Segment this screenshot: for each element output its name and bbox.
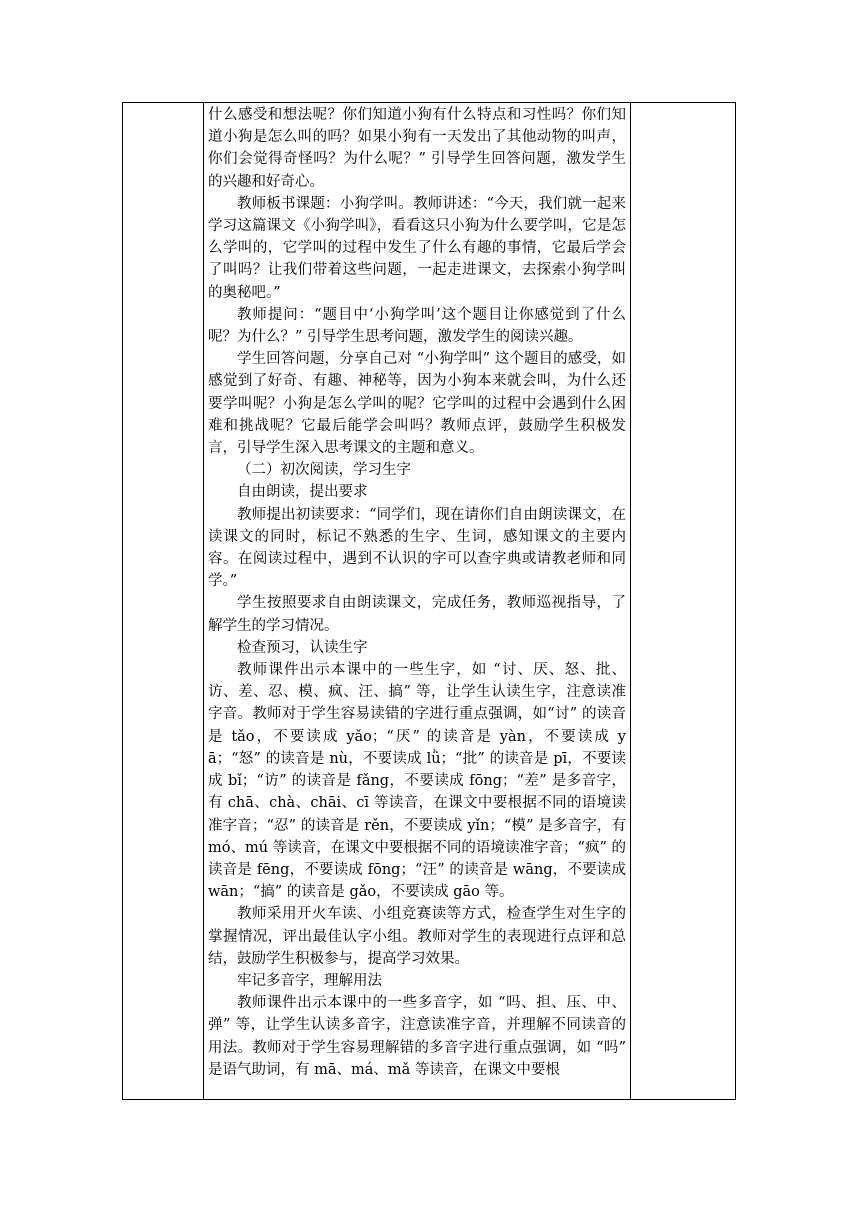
paragraph: 学生按照要求自由朗读课文，完成任务，教师巡视指导，了解学生的学习情况。 xyxy=(208,595,626,634)
paragraph: 教师课件出示本课中的一些生字，如 “讨、厌、怒、批、访、差、忍、模、疯、汪、搞” 等，让学生认读生字，注意读准字音。教师对于学生容易读错的字进行重点强调，如“讨” 的读音是 tǎo，不要读成 yǎo；“厌” 的读音是 yàn，不要读成 yā；“怒” 的读音是 nù，不要读成 lǜ；“批” 的读音是 pī，不要读成 bǐ；“访” 的读音是 fǎng，不要读成 fōng；“差” 是多音字，有 chā、chà、chāi、cī 等读音，在课文中要根据不同的语境读准字音；“忍” 的读音是 rěn，不要读成 yǐn；“模” 是多音字，有 mó、mú 等读音，在课文中要根据不同的语境读准字音；“疯” 的读音是 fēng，不要读成 fōng；“汪” 的读音是 wāng，不要读成 wān；“搞” 的读音是 gǎo，不要读成 gāo 等。 xyxy=(208,662,626,901)
sub-heading: 自由朗读，提出要求 xyxy=(237,484,368,501)
paragraph: 教师课件出示本课中的一些多音字，如 “吗、担、压、中、弹” 等，让学生认读多音字，注意读准字音，并理解不同读音的用法。教师对于学生容易理解错的多音字进行重点强调，如 “吗” 是语气助词，有 mā、má、mǎ 等读音，在课文中要根 xyxy=(208,995,626,1078)
paragraph: 教师提出初读要求：“同学们，现在请你们自由朗读课文，在读课文的同时，标记不熟悉的生字、生词，感知课文的主要内容。在阅读过程中，遇到不认识的字可以查字典或请教老师和同学。” xyxy=(208,506,626,590)
paragraph: 教师板书课题：小狗学叫。教师讲述：“今天，我们就一起来学习这篇课文《小狗学叫》，看看这只小狗为什么要学叫，它是怎么学叫的，它学叫的过程中发生了什么有趣的事情，它最后学会了叫吗？让我们带着这些问题，一起走进课文，去探索小狗学叫的奥秘吧。” xyxy=(208,195,626,301)
section-heading: （二）初次阅读，学习生字 xyxy=(237,462,411,479)
paragraph: 什么感受和想法呢？你们知道小狗有什么特点和习性吗？你们知道小狗是怎么叫的吗？如果小狗有一天发出了其他动物的叫声，你们会觉得奇怪吗？为什么呢？” 引导学生回答问题，激发学生的兴趣和好奇心。 xyxy=(208,107,626,190)
paragraph: 教师提问：“题目中‘小狗学叫’这个题目让你感觉到了什么呢？为什么？” 引导学生思考问题，激发学生的阅读兴趣。 xyxy=(208,306,626,346)
paragraph: 教师采用开火车读、小组竞赛读等方式，检查学生对生字的掌握情况，评出最佳认字小组。教师对学生的表现进行点评和总结，鼓励学生积极参与，提高学习效果。 xyxy=(208,906,626,967)
column-divider-right xyxy=(630,103,631,1099)
sub-heading: 检查预习，认读生字 xyxy=(237,639,368,656)
content-cell xyxy=(204,103,630,1099)
paragraph: 学生回答问题，分享自己对 “小狗学叫” 这个题目的感受，如感觉到了好奇、有趣、神秘等，因为小狗本来就会叫，为什么还要学叫呢？小狗是怎么学叫的呢？它学叫的过程中会遇到什么困难和挑战呢？它最后能学会叫吗？教师点评，鼓励学生积极发言，引导学生深入思考课文的主题和意义。 xyxy=(208,351,626,457)
sub-heading: 牢记多音字，理解用法 xyxy=(237,972,382,989)
lesson-plan-table xyxy=(122,102,736,1100)
